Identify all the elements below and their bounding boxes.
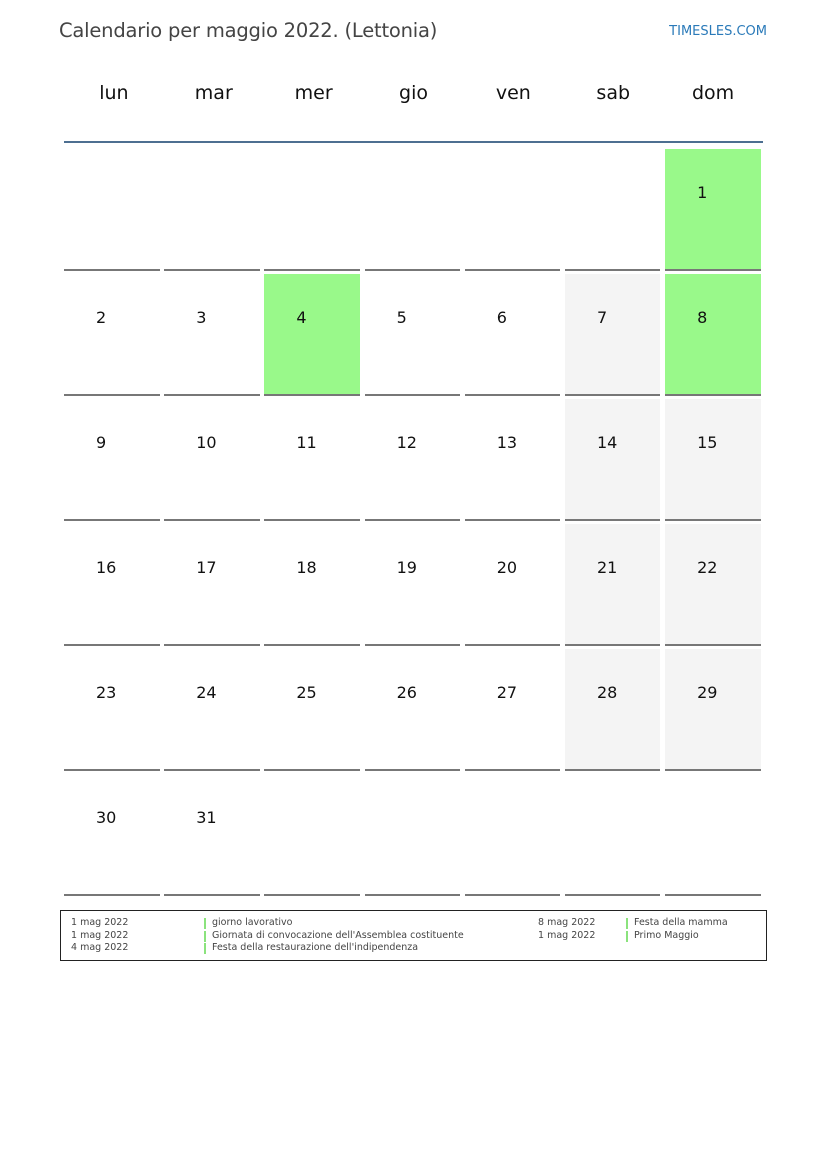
calendar-day-cell[interactable] [164, 524, 260, 646]
calendar-day-cell[interactable] [365, 399, 461, 521]
calendar-day-cell[interactable] [365, 274, 461, 396]
calendar-week-row [64, 649, 763, 774]
legend-date: 4 mag 2022 [71, 942, 129, 954]
day-number: 11 [296, 433, 317, 452]
calendar-day-cell[interactable] [164, 274, 260, 396]
calendar-day-cell[interactable] [264, 274, 360, 396]
calendar-day-cell[interactable] [465, 524, 561, 646]
legend-holiday-name: Festa della restaurazione dell'indipendenza [204, 942, 464, 955]
day-number: 30 [96, 808, 117, 827]
calendar-day-cell[interactable] [565, 274, 661, 396]
calendar-week-row [64, 274, 763, 399]
weekday-thu: gio [399, 82, 428, 104]
calendar-empty-cell [164, 149, 260, 271]
calendar-day-cell[interactable] [465, 274, 561, 396]
day-number: 10 [196, 433, 217, 452]
weekday-fri: ven [495, 82, 531, 104]
legend-holiday-name: Festa della mamma [626, 917, 728, 930]
calendar-day-cell[interactable] [64, 399, 160, 521]
day-number: 22 [697, 558, 718, 577]
day-number: 17 [196, 558, 217, 577]
day-number: 7 [596, 308, 608, 327]
calendar-empty-cell [64, 149, 160, 271]
weekday-wed: mer [294, 82, 333, 104]
calendar-day-cell[interactable] [264, 649, 360, 771]
calendar-day-cell[interactable] [64, 774, 160, 896]
calendar-day-cell[interactable] [64, 524, 160, 646]
legend-date: 1 mag 2022 [71, 917, 129, 928]
header-divider [64, 141, 763, 143]
calendar-week-row [64, 524, 763, 649]
calendar-day-cell[interactable] [665, 399, 761, 521]
legend-holiday-name: giorno lavorativo [204, 917, 464, 930]
day-number: 12 [396, 433, 417, 452]
calendar-week-row [64, 774, 763, 899]
legend-holiday-name: Giornata di convocazione dell'Assemblea costituente [204, 930, 464, 943]
holiday-legend [60, 910, 767, 961]
day-number: 15 [697, 433, 718, 452]
calendar-day-cell[interactable] [164, 649, 260, 771]
calendar-day-cell[interactable] [64, 649, 160, 771]
legend-dates-left [71, 917, 128, 955]
calendar-empty-cell [264, 149, 360, 271]
calendar-empty-cell [365, 774, 461, 896]
weekday-tue: mar [194, 82, 233, 104]
calendar-day-cell[interactable] [164, 774, 260, 896]
legend-dates-right [538, 917, 595, 942]
day-number: 16 [96, 558, 117, 577]
page-title: Calendario per maggio 2022. (Lettonia) [59, 19, 438, 42]
legend-names-left [204, 917, 464, 955]
legend-date: 1 mag 2022 [71, 929, 129, 941]
calendar-empty-cell [665, 774, 761, 896]
calendar-day-cell[interactable] [365, 524, 461, 646]
day-number: 18 [296, 558, 317, 577]
calendar-day-cell[interactable] [264, 524, 360, 646]
weekday-sun: dom [691, 82, 735, 104]
weekday-sat: sab [596, 82, 631, 104]
calendar-empty-cell [565, 149, 661, 271]
day-number: 29 [697, 683, 718, 702]
legend-date: 8 mag 2022 [538, 917, 596, 928]
calendar-day-cell[interactable] [164, 399, 260, 521]
weekday-mon: lun [99, 82, 129, 104]
calendar-empty-cell [465, 774, 561, 896]
calendar-empty-cell [565, 774, 661, 896]
calendar-day-cell[interactable] [365, 649, 461, 771]
legend-date: 1 mag 2022 [538, 929, 596, 941]
day-number: 23 [96, 683, 117, 702]
day-number: 19 [396, 558, 417, 577]
day-number: 24 [196, 683, 217, 702]
day-number: 25 [296, 683, 317, 702]
day-number: 3 [196, 308, 207, 327]
day-number: 2 [96, 308, 107, 327]
weekday-header [64, 82, 763, 104]
calendar-week-row [64, 399, 763, 524]
day-number: 31 [196, 808, 217, 827]
day-number: 4 [296, 308, 307, 327]
day-number: 5 [396, 308, 407, 327]
calendar-day-cell[interactable] [665, 274, 761, 396]
calendar-day-cell[interactable] [565, 649, 661, 771]
day-number: 14 [596, 433, 618, 452]
brand-link[interactable]: TIMESLES.COM [669, 24, 767, 39]
calendar-day-cell[interactable] [264, 399, 360, 521]
calendar-day-cell[interactable] [465, 649, 561, 771]
calendar-empty-cell [365, 149, 461, 271]
legend-holiday-name: Primo Maggio [626, 930, 728, 943]
day-number: 21 [596, 558, 618, 577]
day-number: 26 [396, 683, 417, 702]
day-number: 8 [697, 308, 708, 327]
day-number: 6 [496, 308, 507, 327]
day-number: 27 [496, 683, 518, 702]
calendar-week-row [64, 149, 763, 274]
calendar-day-cell[interactable] [565, 524, 661, 646]
day-number: 28 [596, 683, 618, 702]
calendar-day-cell[interactable] [64, 274, 160, 396]
calendar-day-cell[interactable] [665, 524, 761, 646]
calendar-day-cell[interactable] [565, 399, 661, 521]
day-number: 1 [697, 183, 708, 202]
calendar-day-cell[interactable] [665, 149, 761, 271]
day-number: 9 [96, 433, 107, 452]
day-number: 13 [496, 433, 518, 452]
day-number: 20 [496, 558, 518, 577]
calendar-day-cell[interactable] [665, 649, 761, 771]
legend-names-right [626, 917, 728, 942]
calendar-grid [64, 149, 763, 899]
calendar-empty-cell [264, 774, 360, 896]
calendar-day-cell[interactable] [465, 399, 561, 521]
calendar-empty-cell [465, 149, 561, 271]
